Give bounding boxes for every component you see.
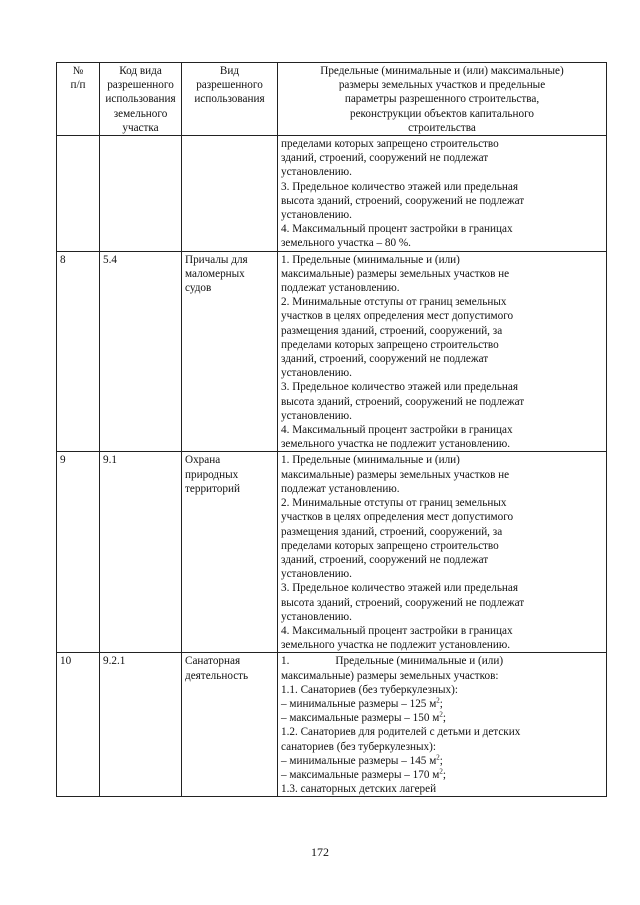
row-params: 1. Предельные (минимальные и (или) максимальные) размеры земельных участков не подлежат установлению. 2. Минимальные отступы от границ земельных участков в целях определения мест допустимого размещения зданий, строений, сооружений, за пределами которых запрещено строительство зданий, строений, сооружений не подлежат установлению. 3. Предельное количество этажей или предельная высота зданий, строений, сооружений не подлежат установлению. 4. Максимальный процент застройки в границах земельного участка не подлежит установлению.	[278, 452, 607, 653]
regulations-table	[56, 62, 607, 797]
table-header-row	[57, 63, 607, 136]
row-params: 1. Предельные (минимальные и (или) максимальные) размеры земельных участков не подлежат установлению. 2. Минимальные отступы от границ земельных участков в целях определения мест допустимого размещения зданий, строений, сооружений, за пределами которых запрещено строительство зданий, строений, сооружений не подлежат установлению. 3. Предельное количество этажей или предельная высота зданий, строений, сооружений не подлежат установлению. 4. Максимальный процент застройки в границах земельного участка не подлежит установлению.	[278, 251, 607, 452]
row-code: 9.1	[100, 452, 182, 653]
header-code: Код вида разрешенного использования земельного участка	[100, 63, 182, 136]
page-number: 172	[311, 845, 329, 859]
row-params: 1. Предельные (минимальные и (или) максимальные) размеры земельных участков: 1.1. Санаториев (без туберкулезных): – минимальные размеры – 125 $м^2$; – максимальные размеры – 150 $м^2$; 1.2. Санаториев для родителей с детьми и детских санаториев (без туберкулезных): – минимальные размеры – 145 $м^2$; – максимальные размеры – 170 $м^2$; 1.3. санаторных детских лагерей	[278, 653, 607, 797]
row-name	[182, 136, 278, 252]
row-number: 9	[57, 452, 100, 653]
header-params: Предельные (минимальные и (или) максимальные) размеры земельных участков и предельные параметры разрешенного строительства, реконструкции объектов капитального строительства	[278, 63, 607, 136]
row-code: 9.2.1	[100, 653, 182, 797]
row-number: 8	[57, 251, 100, 452]
row-number	[57, 136, 100, 252]
row-code: 5.4	[100, 251, 182, 452]
table-row	[57, 136, 607, 252]
row-name: Охрана природных территорий	[182, 452, 278, 653]
row-number: 10	[57, 653, 100, 797]
table-row	[57, 251, 607, 452]
row-name: Причалы для маломерных судов	[182, 251, 278, 452]
row-code	[100, 136, 182, 252]
header-kind: Вид разрешенного использования	[182, 63, 278, 136]
row-name: Санаторная деятельность	[182, 653, 278, 797]
header-number: № п/п	[57, 63, 100, 136]
row-params: пределами которых запрещено строительство зданий, строений, сооружений не подлежат установлению. 3. Предельное количество этажей или предельная высота зданий, строений, сооружений не подлежат установлению. 4. Максимальный процент застройки в границах земельного участка – 80 %.	[278, 136, 607, 252]
table-row	[57, 452, 607, 653]
table-row	[57, 653, 607, 797]
